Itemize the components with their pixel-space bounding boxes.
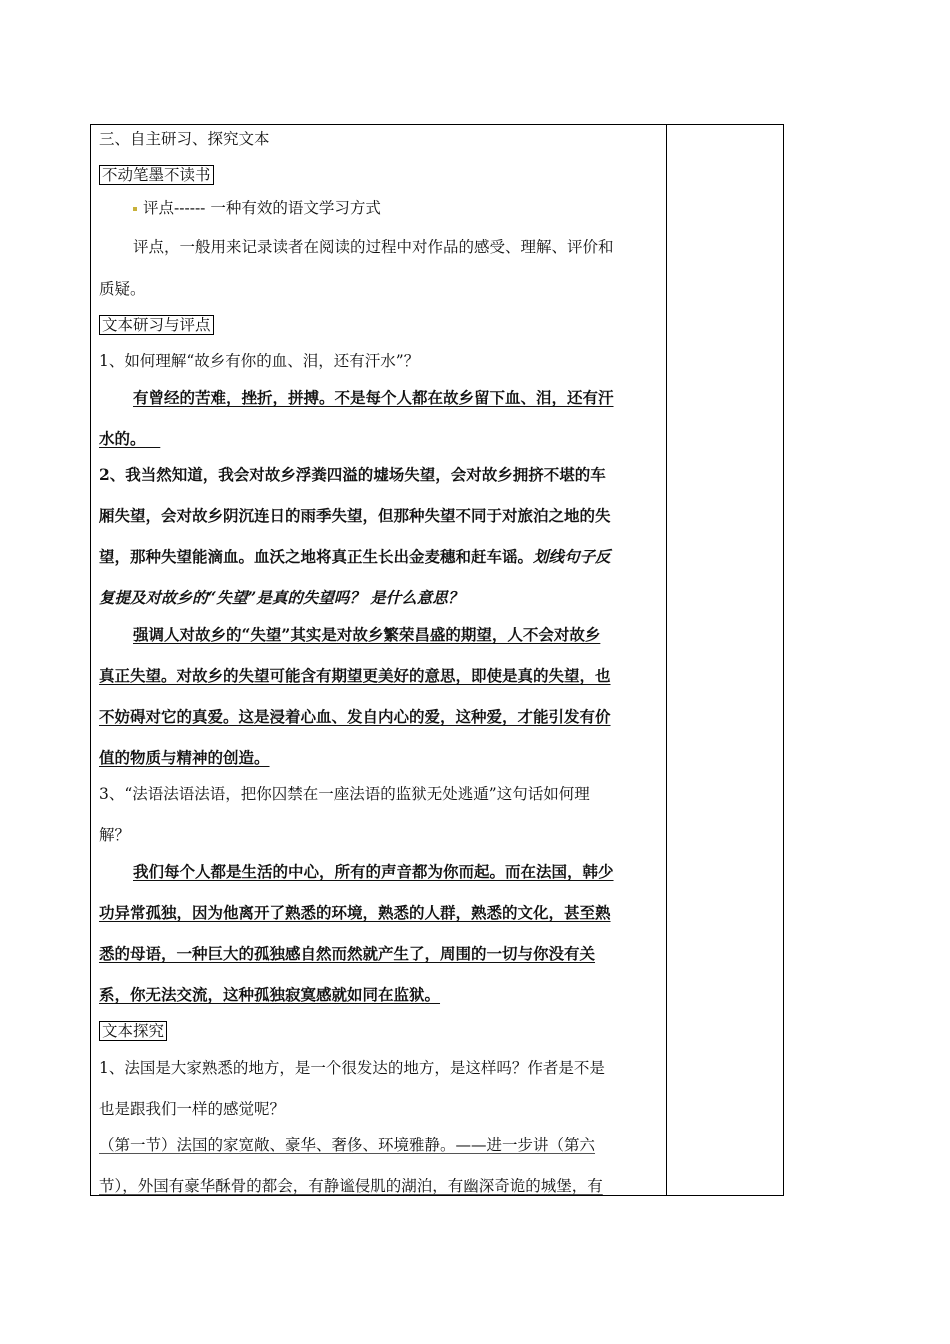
main-content-cell xyxy=(91,125,666,1195)
answer-3-line-4 xyxy=(99,985,440,1005)
boxed-label: 文本研习与评点 xyxy=(99,315,214,335)
question-2-line-3 xyxy=(99,547,611,567)
explore-text: （第一节）法国的家宽敞、豪华、奢侈、环境雅静。——进一步讲（第六 xyxy=(99,1136,596,1154)
boxed-label: 文本探究 xyxy=(99,1021,167,1041)
boxed-heading-1 xyxy=(99,165,214,185)
answer-1-line-2 xyxy=(99,429,160,449)
answer-text: 值的物质与精神的创造。 xyxy=(99,748,270,767)
question-1: 1、如何理解“故乡有你的血、泪，还有汗水”？ xyxy=(99,352,420,370)
answer-text: 功异常孤独，因为他离开了熟悉的环境，熟悉的人群，熟悉的文化，甚至熟 xyxy=(99,903,611,922)
question-2-line-2: 厢失望，会对故乡阴沉连日的雨季失望，但那种失望不同于对旅泊之地的失 xyxy=(99,506,611,525)
answer-2-line-2 xyxy=(99,666,611,686)
explore-1-line-4 xyxy=(99,1176,603,1195)
bullet-dot-icon xyxy=(133,207,137,211)
underline-trail xyxy=(146,430,161,448)
explore-text: 节），外国有豪华酥骨的都会，有静谧侵肌的湖泊，有幽深奇诡的城堡，有 xyxy=(99,1177,603,1195)
question-3-line-1: 3、“法语法语法语，把你囚禁在一座法语的监狱无处逃遁”这句话如何理 xyxy=(99,785,590,803)
answer-text: 有曾经的苦难，挫折，拼搏。不是每个人都在故乡留下血、泪，还有汗 xyxy=(133,388,614,407)
answer-text: 水的。 xyxy=(99,429,146,448)
explore-1-line-2: 也是跟我们一样的感觉呢？ xyxy=(99,1100,286,1118)
side-notes-cell xyxy=(667,125,783,1195)
boxed-heading-3 xyxy=(99,1021,167,1041)
explore-1-line-3 xyxy=(99,1135,595,1155)
answer-text: 系，你无法交流，这种孤独寂寞感就如同在监狱。 xyxy=(99,985,441,1004)
question-prompt: 划线句子反 xyxy=(533,547,611,566)
pingdian-desc-line-1: 评点，一般用来记录读者在阅读的过程中对作品的感受、理解、评价和 xyxy=(133,238,614,256)
answer-3-line-2 xyxy=(99,903,611,923)
explore-1-line-1: 1、法国是大家熟悉的地方，是一个很发达的地方，是这样吗？作者是不是 xyxy=(99,1059,605,1077)
answer-3-line-1 xyxy=(99,862,614,882)
question-3-line-2: 解？ xyxy=(99,826,131,844)
answer-2-line-4 xyxy=(99,748,270,768)
question-2-line-1: 2、我当然知道，我会对故乡浮粪四溢的墟场失望，会对故乡拥挤不堪的车 xyxy=(99,465,606,484)
answer-text: 强调人对故乡的“失望”其实是对故乡繁荣昌盛的期望，人不会对故乡 xyxy=(133,625,601,644)
question-2-line-4: 复提及对故乡的“失望”是真的失望吗？ 是什么意思？ xyxy=(99,588,464,607)
document-table xyxy=(90,124,784,1196)
answer-3-line-3 xyxy=(99,944,595,964)
section-heading: 三、自主研习、探究文本 xyxy=(99,130,270,148)
answer-text: 我们每个人都是生活的中心，所有的声音都为你而起。而在法国，韩少 xyxy=(133,862,614,881)
pingdian-desc-line-2: 质疑。 xyxy=(99,280,146,298)
pingdian-title-text: 评点------ 一种有效的语文学习方式 xyxy=(143,199,381,217)
answer-1-line-1 xyxy=(99,388,614,408)
answer-text: 真正失望。对故乡的失望可能含有期望更美好的意思，即使是真的失望，也 xyxy=(99,666,611,685)
answer-2-line-3 xyxy=(99,707,611,727)
pingdian-title xyxy=(133,198,381,218)
question-text: 望，那种失望能滴血。血沃之地将真正生长出金麦穗和赶车谣。 xyxy=(99,547,534,566)
answer-text: 悉的母语，一种巨大的孤独感自然而然就产生了，周围的一切与你没有关 xyxy=(99,944,596,963)
answer-text: 不妨碍对它的真爱。这是浸着心血、发自内心的爱，这种爱，才能引发有价 xyxy=(99,707,611,726)
answer-2-line-1 xyxy=(99,625,600,645)
boxed-heading-2 xyxy=(99,315,214,335)
boxed-label: 不动笔墨不读书 xyxy=(99,165,214,185)
